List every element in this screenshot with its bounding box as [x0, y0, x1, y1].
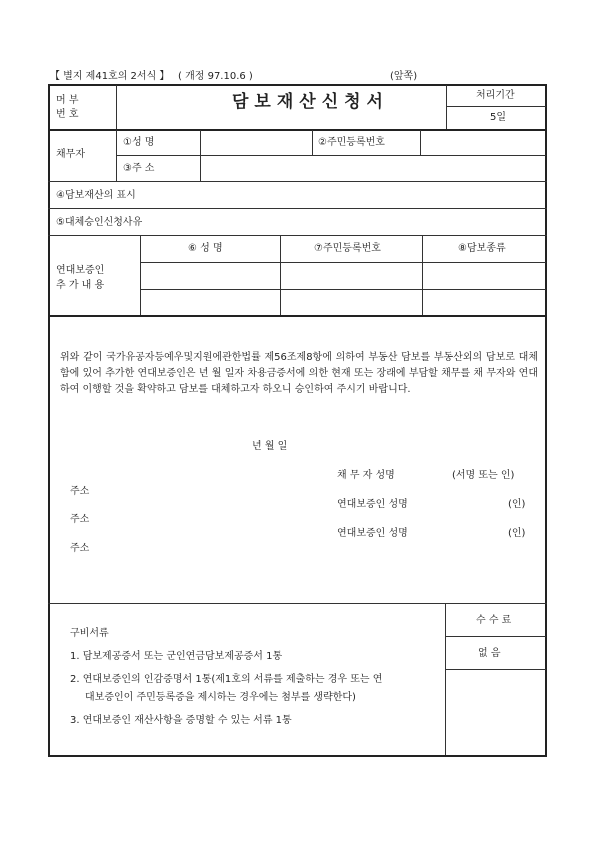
guarantor1-signature-mark: (인) [508, 499, 526, 510]
required-document-2-line2: 대보증인이 주민등록증을 제시하는 경우에는 첨부를 생략한다) [85, 692, 356, 703]
required-document-2-line1: 2. 연대보증인의 인감증명서 1통(제1호의 서류를 제출하는 경우 또는 연 [70, 674, 383, 685]
form-reference: 【 별지 제41호의 2서식 】 [50, 71, 170, 82]
processing-period-label: 처리기간 [476, 90, 515, 101]
guarantor-name-header: ⑥ 성 명 [188, 243, 223, 254]
debtor-label: 채무자 [56, 149, 85, 160]
guarantor-add-label-line2: 추 가 내 용 [56, 280, 105, 291]
debtor-rrn-label: ②주민등록번호 [318, 137, 385, 148]
collateral-label: ④담보재산의 표시 [56, 190, 136, 201]
statement-date: 년 월 일 [252, 441, 288, 452]
reason-label: ⑤대체승인신청사유 [56, 217, 143, 228]
required-documents-title: 구비서류 [70, 628, 109, 639]
guarantor-add-label-line1: 연대보증인 [56, 265, 105, 276]
debtor-address-label: ③주 소 [123, 163, 155, 174]
document-title: 담보재산신청서 [232, 92, 389, 112]
debtor-address-field[interactable] [202, 157, 544, 179]
debtor-name-field[interactable] [202, 132, 310, 153]
debtor-signature-label: 채 무 자 성명 [337, 470, 395, 481]
receipt-number-label-line2: 번 호 [56, 109, 79, 120]
guarantor-collateral-type-header: ⑧담보종류 [458, 243, 506, 254]
debtor-rrn-field[interactable] [422, 132, 544, 153]
statement-paragraph: 위와 같이 국가유공자등예우및지원에관한법률 제56조제8항에 의하여 부동산 담보를 부동산외의 담보로 대체함에 있어 추가한 연대보증인은 년 월 일자 차용금증서에 의한 현재 또는 장래에 부담할 채무를 채 무자와 연대하여 이행할 것을 확약하고 담보를 대체하고자 하오니 승인하여 주시기 바랍니다. [60, 352, 538, 395]
required-document-3: 3. 연대보증인 재산사항을 증명할 수 있는 서류 1통 [70, 715, 292, 726]
fee-value: 없 음 [478, 648, 501, 659]
guarantor-rrn-header: ⑦주민등록번호 [314, 243, 381, 254]
address-label-3: 주소 [70, 543, 90, 554]
receipt-number-label-line1: 머 부 [56, 95, 79, 106]
page-side-label: (앞쪽) [390, 71, 418, 82]
debtor-signature-mark: (서명 또는 인) [452, 470, 515, 481]
address-label-1: 주소 [70, 486, 90, 497]
form-revision: ( 개정 97.10.6 ) [178, 71, 253, 82]
guarantor2-signature-mark: (인) [508, 528, 526, 539]
address-label-2: 주소 [70, 514, 90, 525]
guarantor1-signature-label: 연대보증인 성명 [337, 499, 408, 510]
guarantor2-signature-label: 연대보증인 성명 [337, 528, 408, 539]
processing-period-value: 5일 [490, 112, 507, 123]
required-document-1: 1. 담보제공증서 또는 군인연금담보제공증서 1통 [70, 651, 283, 662]
debtor-name-label: ①성 명 [123, 137, 155, 148]
fee-label: 수 수 료 [476, 615, 512, 626]
